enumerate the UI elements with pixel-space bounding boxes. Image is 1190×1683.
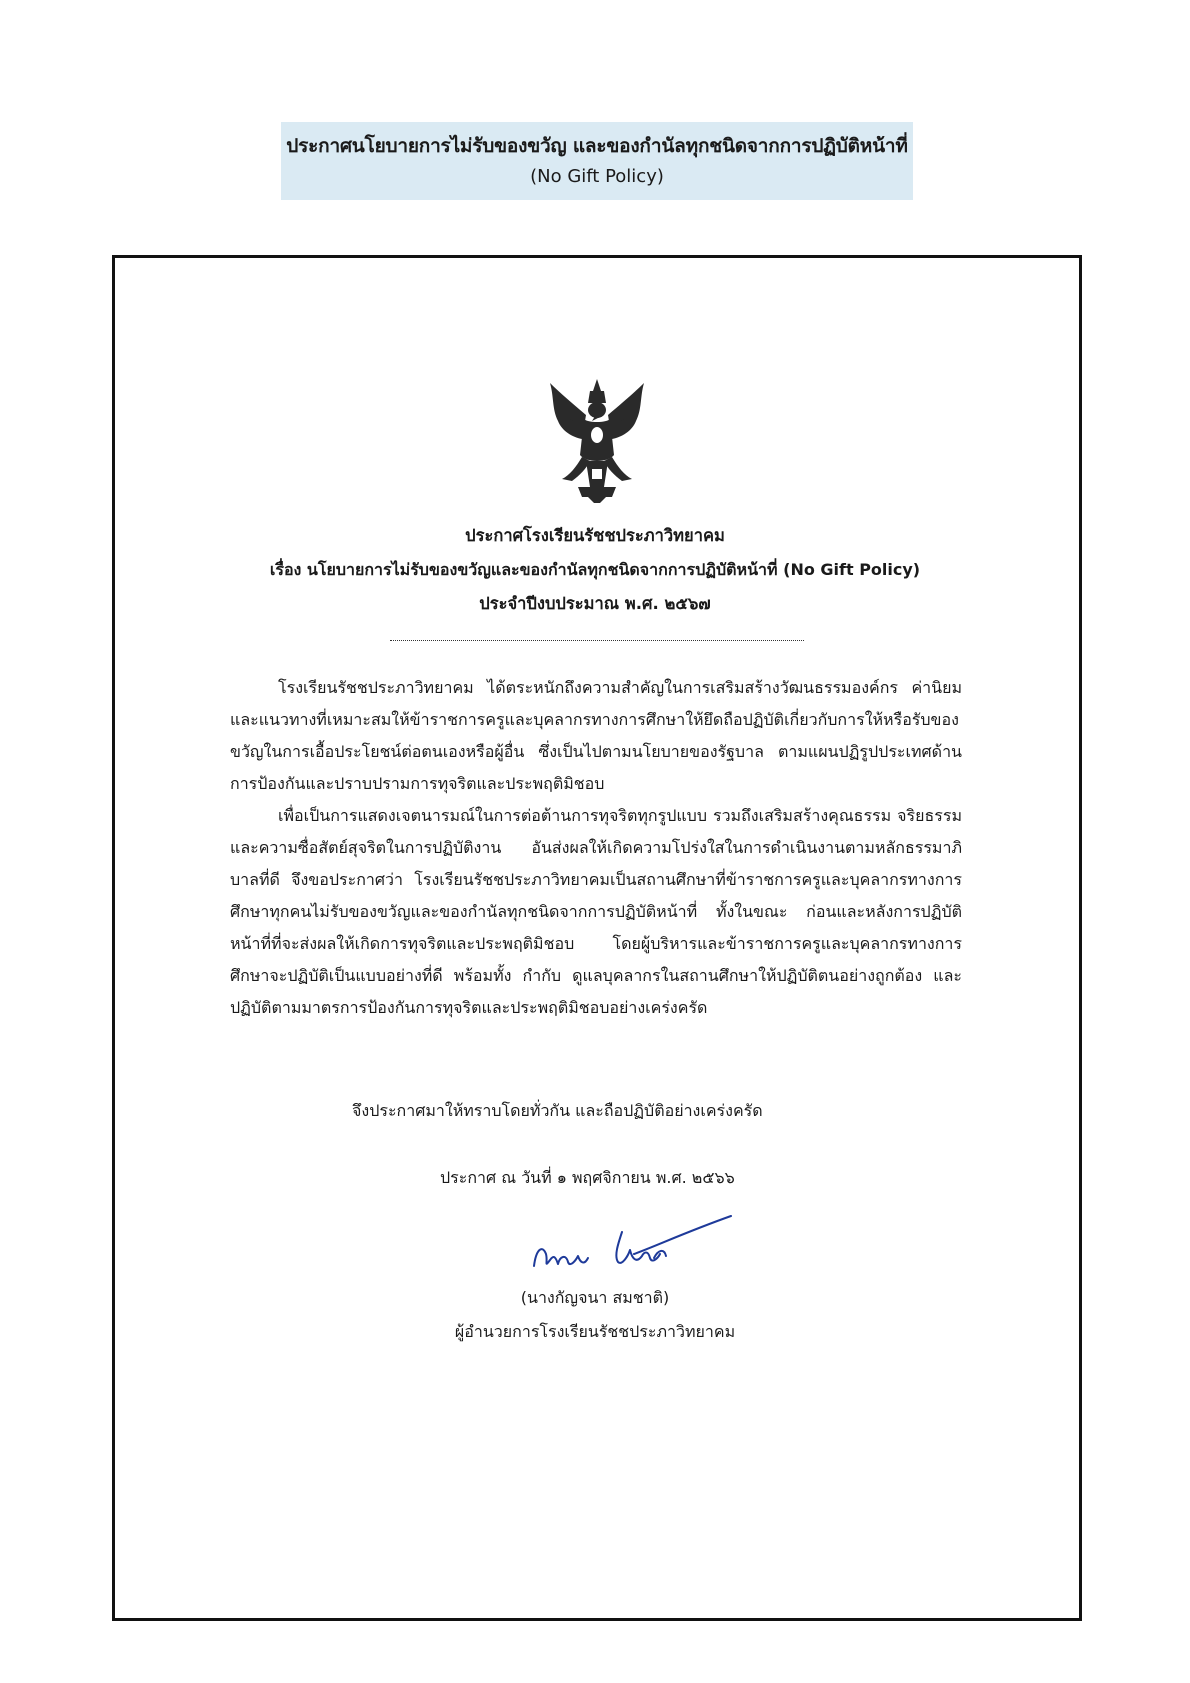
announcement-heading: ประกาศโรงเรียนรัชชประภาวิทยาคม	[465, 526, 725, 545]
policy-title: ประกาศนโยบายการไม่รับของขวัญ และของกำนัลทุกชนิดจากการปฏิบัติหน้าที่	[286, 135, 908, 157]
body-paragraph-2: เพื่อเป็นการแสดงเจตนารมณ์ในการต่อต้านการทุจริตทุกรูปแบบ รวมถึงเสริมสร้างคุณธรรม จริยธรรม และความซื่อสัตย์สุจริตในการปฏิบัติงาน อันส่งผลให้เกิดความโปร่งใสในการดำเนินงานตามหลักธรรมาภิบาลที่ดี จึงขอประกาศว่า โรงเรียนรัชชประภาวิทยาคมเป็นสถานศึกษาที่ข้าราชการครูและบุคลากรทางการศึกษาทุกคนไม่รับของขวัญและของกำนัลทุกชนิดจากการปฏิบัติหน้าที่ ทั้งในขณะ ก่อนและหลังการปฏิบัติหน้าที่ที่จะส่งผลให้เกิดการทุจริตและประพฤติมิชอบ โดยผู้บริหารและข้าราชการครูและบุคลากรทางการศึกษาจะปฏิบัติเป็นแบบอย่างที่ดี พร้อมทั้ง กำกับ ดูแลบุคลากรในสถานศึกษาให้ปฏิบัติตนอย่างถูกต้อง และปฏิบัติตามมาตรการป้องกันการทุจริตและประพฤติมิชอบอย่างเคร่งครัด	[230, 806, 962, 1017]
garuda-emblem-icon	[542, 375, 652, 505]
policy-subtitle: (No Gift Policy)	[530, 166, 664, 187]
closing-statement: จึงประกาศมาให้ทราบโดยทั่วกัน และถือปฏิบัติอย่างเคร่งครัด	[352, 1101, 763, 1120]
policy-title-banner	[281, 122, 913, 200]
announcement-fiscal-year: ประจำปีงบประมาณ พ.ศ. ๒๕๖๗	[479, 594, 711, 613]
signer-name: (นางกัญจนา สมชาติ)	[520, 1288, 670, 1307]
body-paragraph-1: โรงเรียนรัชชประภาวิทยาคม ได้ตระหนักถึงความสำคัญในการเสริมสร้างวัฒนธรรมองค์กร ค่านิยม และแนวทางที่เหมาะสมให้ข้าราชการครูและบุคลากรทางการศึกษาให้ยึดถือปฏิบัติเกี่ยวกับการให้หรือรับของขวัญในการเอื้อประโยชน์ต่อตนเองหรือผู้อื่น ซึ่งเป็นไปตามนโยบายของรัฐบาล ตามแผนปฏิรูปประเทศด้านการป้องกันและปราบปรามการทุจริตและประพฤติมิชอบ	[230, 678, 962, 793]
dotted-divider	[390, 640, 804, 641]
announcement-body	[230, 672, 962, 1024]
signer-position: ผู้อำนวยการโรงเรียนรัชชประภาวิทยาคม	[454, 1322, 736, 1341]
announcement-date: ประกาศ ณ วันที่ ๑ พฤศจิกายน พ.ศ. ๒๕๖๖	[440, 1168, 735, 1187]
handwritten-signature-icon	[526, 1210, 736, 1280]
announcement-subject: เรื่อง นโยบายการไม่รับของขวัญและของกำนัลทุกชนิดจากการปฏิบัติหน้าที่ (No Gift Policy)	[269, 560, 921, 579]
